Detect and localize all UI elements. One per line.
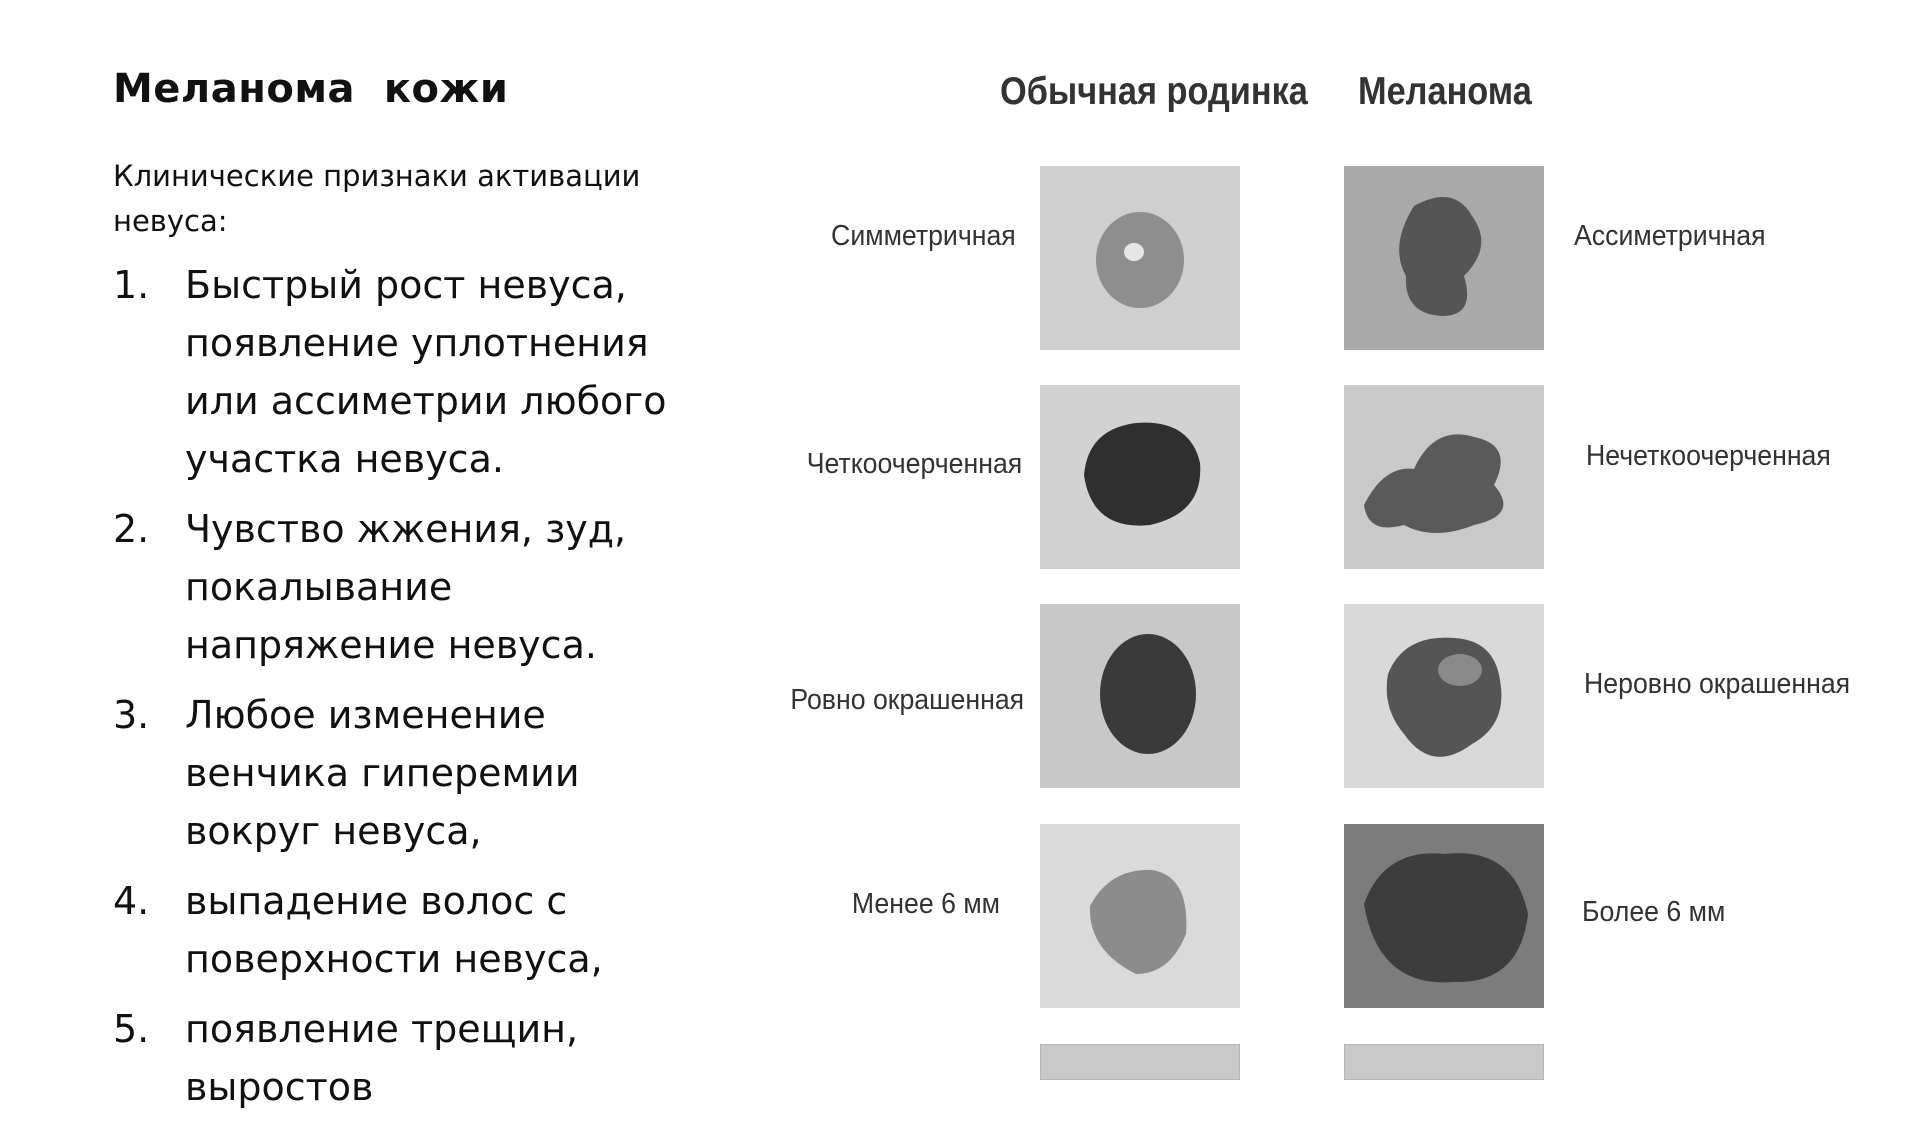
label-asymmetric: Ассиметричная: [1574, 220, 1766, 252]
list-item-number: 5.: [113, 1007, 150, 1051]
list-item-text: Быстрый рост невуса, появление уплотнения или ассиметрии любого участка невуса.: [185, 263, 667, 481]
list-item-number: 4.: [113, 879, 150, 923]
photo-melanoma-asymmetric: [1344, 166, 1544, 350]
list-item: [113, 686, 713, 860]
label-more-than-6mm: Более 6 мм: [1582, 896, 1726, 928]
list-item-text: выпадение волос с поверхности невуса,: [185, 879, 603, 981]
list-item-number: 3.: [113, 693, 150, 737]
photo-melanoma-large: [1344, 824, 1544, 1008]
photo-normal-well-defined: [1040, 385, 1240, 569]
photo-normal-even-color: [1040, 604, 1240, 788]
signs-list: [113, 256, 713, 1128]
list-item-text: Любое изменение венчика гиперемии вокруг невуса,: [185, 693, 580, 853]
list-item-text: Чувство жжения, зуд, покалывание напряжение невуса.: [185, 507, 627, 667]
list-item: [113, 256, 713, 488]
list-item: [113, 500, 713, 674]
slide-title: Меланома кожи: [113, 66, 509, 112]
photo-normal-symmetric: [1040, 166, 1240, 350]
label-evenly-colored: Ровно окрашенная: [790, 684, 1024, 716]
column-header-normal-mole: Обычная родинка: [1000, 70, 1308, 113]
list-item-number: 2.: [113, 507, 150, 551]
slide-subtitle: Клинические признаки активации невуса:: [113, 159, 641, 238]
label-well-defined: Четкоочерченная: [806, 448, 1022, 480]
list-item: [113, 872, 713, 988]
list-item-number: 1.: [113, 263, 150, 307]
label-ill-defined: Нечеткоочерченная: [1586, 440, 1831, 472]
photo-melanoma-uneven-color: [1344, 604, 1544, 788]
list-item-text: появление трещин, выростов: [185, 1007, 579, 1109]
photo-melanoma-ill-defined: [1344, 385, 1544, 569]
list-item: [113, 1000, 713, 1116]
photo-melanoma-cropped: [1344, 1044, 1544, 1080]
photo-normal-small: [1040, 824, 1240, 1008]
label-symmetric: Симметричная: [831, 220, 1016, 252]
column-header-melanoma: Меланома: [1358, 70, 1532, 113]
label-unevenly-colored: Неровно окрашенная: [1584, 668, 1851, 700]
label-less-than-6mm: Менее 6 мм: [851, 888, 1000, 920]
photo-normal-cropped: [1040, 1044, 1240, 1080]
